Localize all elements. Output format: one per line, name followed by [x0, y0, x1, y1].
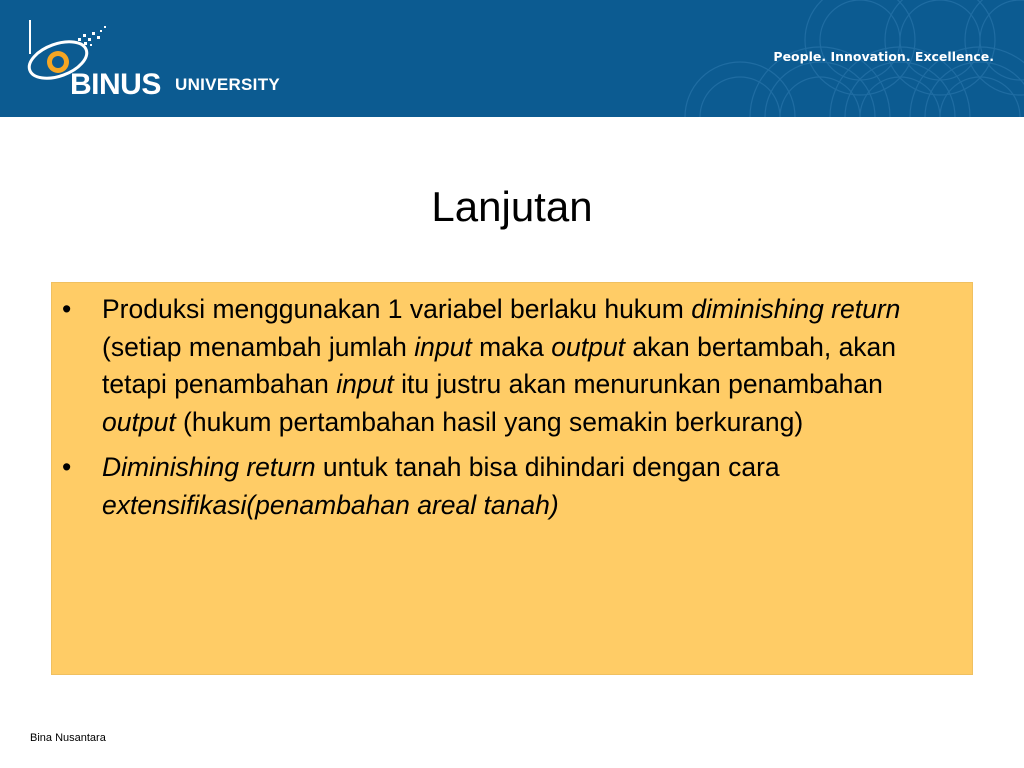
- bullet-text: Produksi menggunakan 1 variabel berlaku hukum: [102, 294, 692, 324]
- bullet-list: [52, 291, 952, 532]
- bullet-text-italic: Diminishing return: [102, 452, 316, 482]
- binus-logo: [18, 18, 308, 108]
- bullet-item: [52, 291, 952, 441]
- bullet-text: maka: [471, 331, 552, 362]
- logo-subtitle: UNIVERSITY: [175, 75, 281, 94]
- slide-title: Lanjutan: [431, 183, 593, 230]
- header-band: [0, 0, 1024, 117]
- bullet-text: (setiap menambah jumlah: [102, 331, 415, 362]
- bullet-dot-icon: •: [62, 294, 72, 324]
- bullet-text: itu justru akan menurunkan penambahan: [393, 369, 883, 399]
- bullet-text: akan bertambah, akan tetapi penambahan: [102, 331, 897, 399]
- content-box: [51, 282, 973, 675]
- bullet-text-italic: input: [414, 331, 472, 362]
- bullet-text: (hukum pertambahan hasil yang semakin berkurang): [175, 406, 804, 437]
- bullet-dot-icon: •: [62, 452, 72, 482]
- bullet-text-italic: extensifikasi(penambahan areal tanah): [102, 489, 559, 520]
- footer-text: Bina Nusantara: [30, 732, 106, 744]
- bullet-text-italic: output: [102, 406, 176, 437]
- bullet-item: [52, 449, 952, 524]
- bullet-text: untuk tanah bisa dihindari dengan cara: [315, 452, 780, 482]
- header-tagline: People. Innovation. Excellence.: [773, 49, 994, 64]
- bullet-text-italic: diminishing return: [691, 294, 901, 324]
- logo-wordmark: BINUS: [70, 68, 161, 101]
- bullet-text-italic: input: [336, 369, 394, 399]
- bullet-text-italic: output: [551, 331, 625, 362]
